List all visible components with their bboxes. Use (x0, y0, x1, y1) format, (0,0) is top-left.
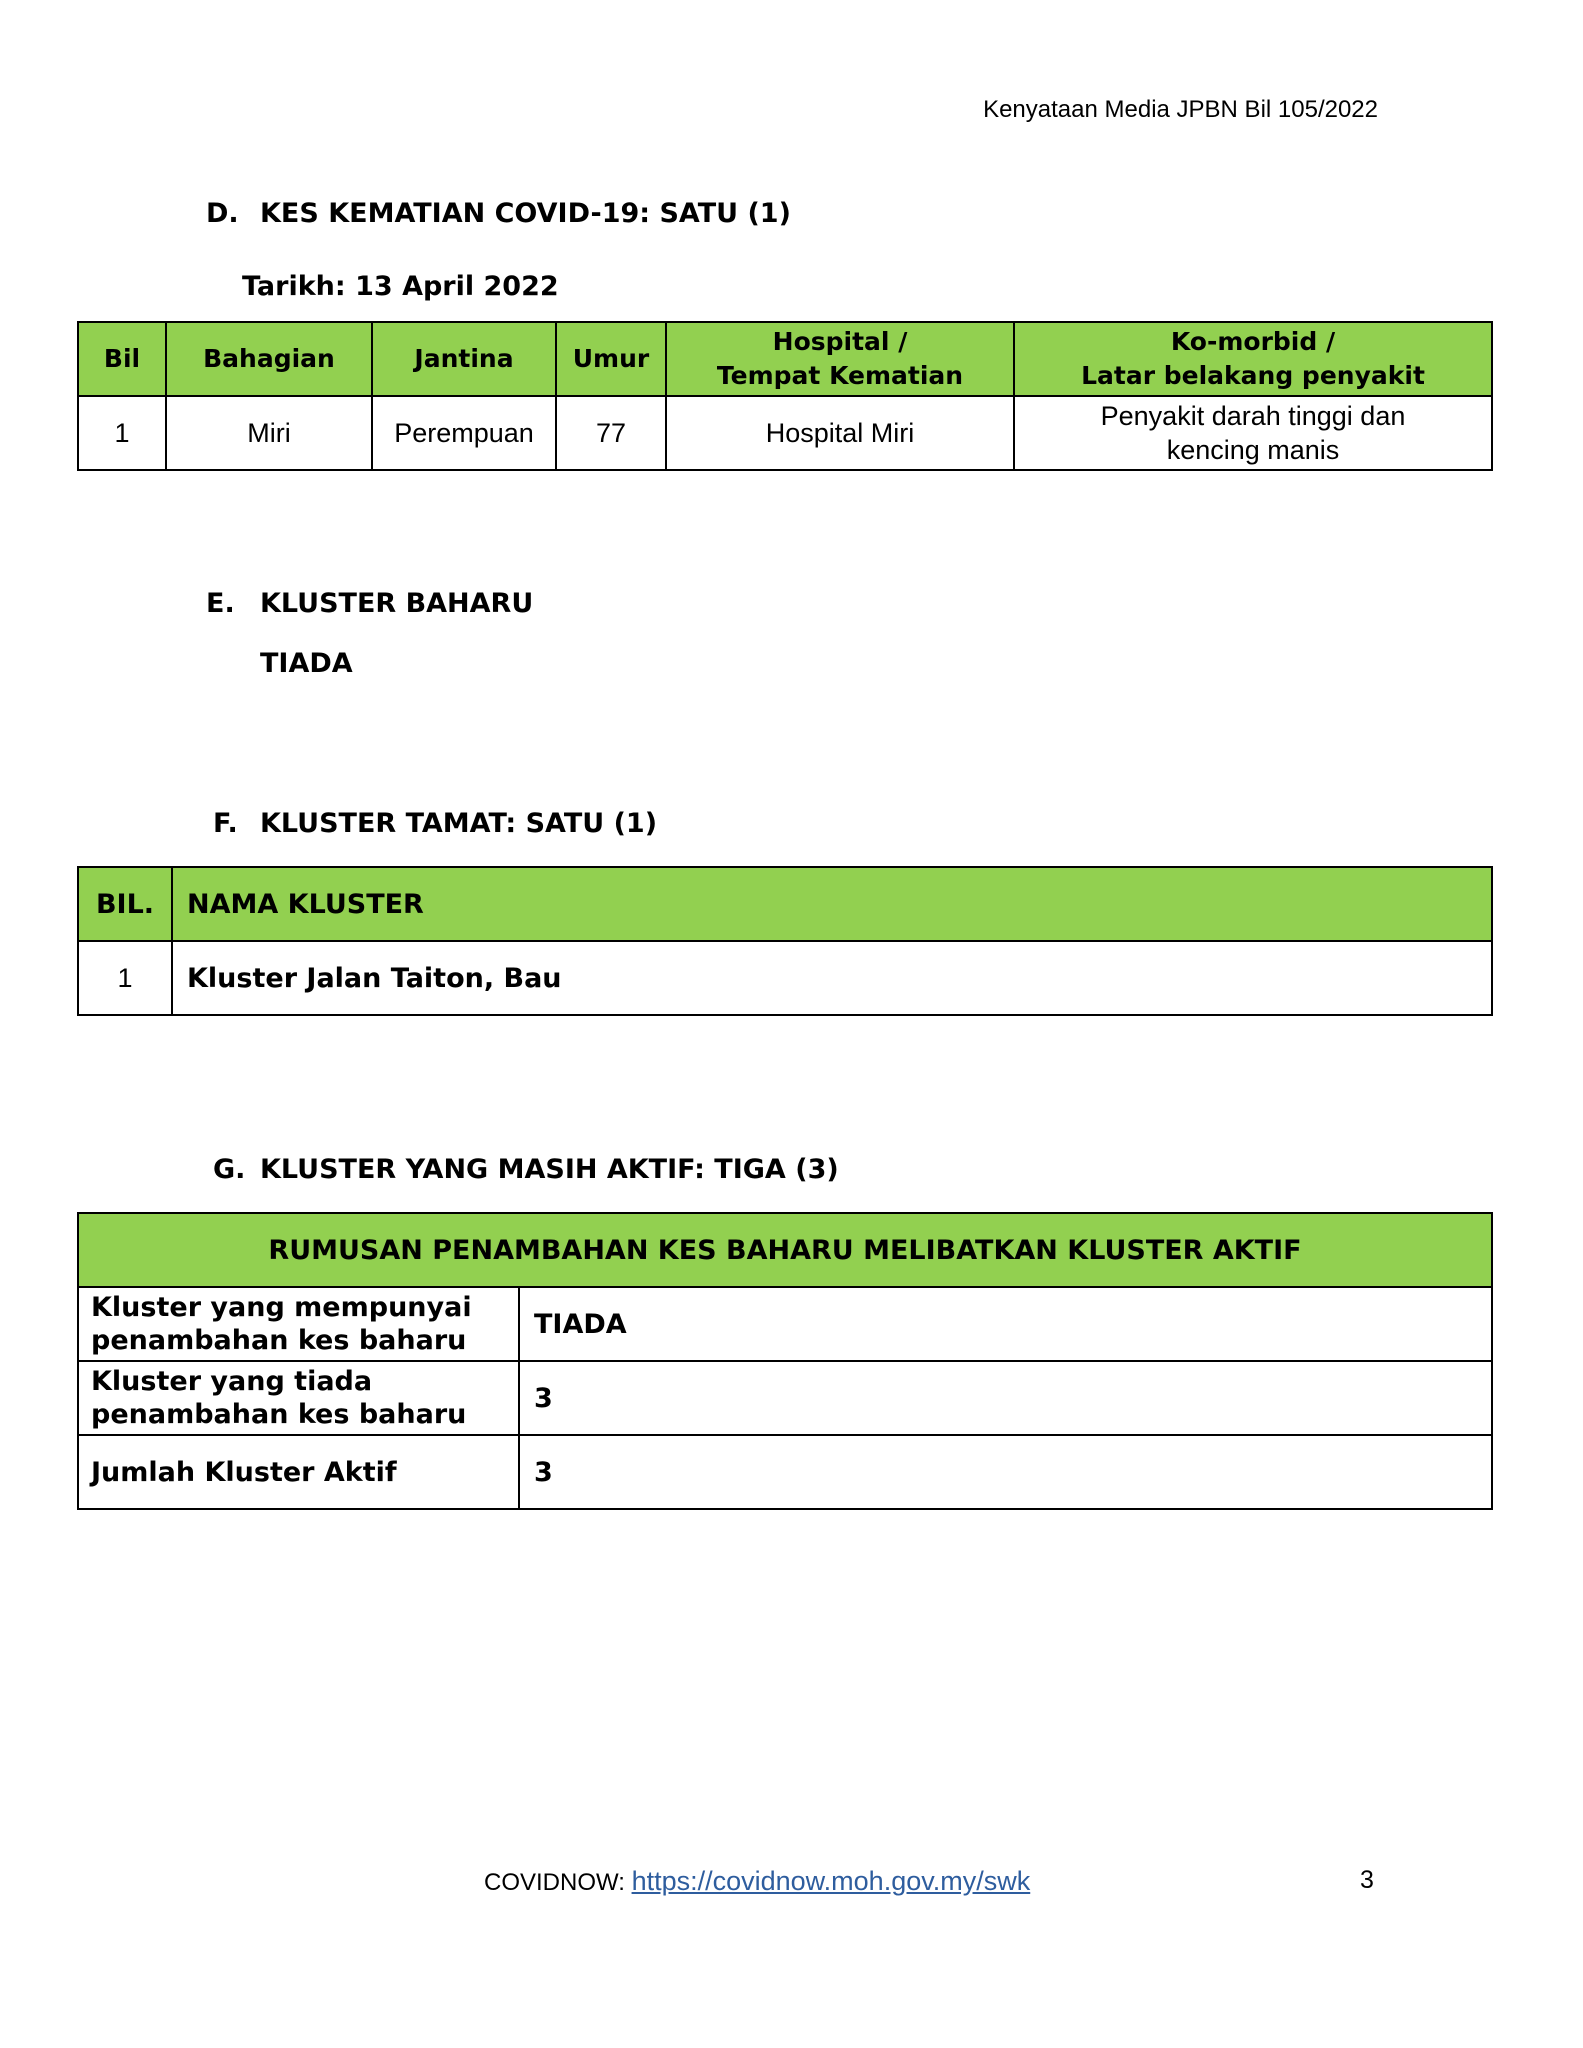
row-label (78, 1287, 519, 1361)
col-jantina: Jantina (372, 322, 556, 396)
cell-komorbid (1014, 396, 1492, 470)
ended-table-header-row (78, 867, 1492, 941)
col-tempat-line1: Hospital / (772, 327, 908, 356)
col-bil: BIL. (78, 867, 172, 941)
cell-komorbid-line1: Penyakit darah tinggi dan (1100, 401, 1406, 431)
table-row (78, 941, 1492, 1015)
row-value: 3 (519, 1435, 1492, 1509)
col-tempat-line2: Tempat Kematian (716, 361, 964, 390)
section-f-letter: F. (213, 808, 238, 839)
section-d-date: Tarikh: 13 April 2022 (242, 271, 559, 302)
section-d-heading: KES KEMATIAN COVID-19: SATU (1) (260, 198, 791, 229)
section-e-letter: E. (206, 588, 235, 619)
col-umur: Umur (556, 322, 666, 396)
summary-table-title: RUMUSAN PENAMBAHAN KES BAHARU MELIBATKAN KLUSTER AKTIF (78, 1213, 1492, 1287)
col-komorbid-line2: Latar belakang penyakit (1081, 361, 1425, 390)
active-clusters-summary-table (77, 1212, 1493, 1510)
section-g-title (213, 1154, 839, 1185)
cell-umur: 77 (556, 396, 666, 470)
table-row (78, 1287, 1492, 1361)
section-d-letter: D. (206, 198, 239, 229)
section-f-heading: KLUSTER TAMAT: SATU (1) (260, 808, 658, 839)
summary-header-row (78, 1213, 1492, 1287)
section-e-value: TIADA (260, 648, 353, 679)
section-f-title (213, 808, 657, 839)
ended-clusters-table (77, 866, 1493, 1016)
col-bahagian: Bahagian (166, 322, 372, 396)
page-number: 3 (1360, 1866, 1374, 1894)
row-label-line1: Kluster yang mempunyai (91, 1292, 472, 1323)
row-value: TIADA (519, 1287, 1492, 1361)
document-reference: Kenyataan Media JPBN Bil 105/2022 (983, 96, 1378, 123)
footer-prefix: COVIDNOW: (484, 1869, 632, 1896)
footer (484, 1866, 1030, 1897)
covidnow-link[interactable]: https://covidnow.moh.gov.my/swk (631, 1866, 1031, 1896)
cell-jantina: Perempuan (372, 396, 556, 470)
cell-bahagian: Miri (166, 396, 372, 470)
table-row (78, 396, 1492, 470)
col-komorbid (1014, 322, 1492, 396)
row-label-line2: penambahan kes baharu (91, 1399, 467, 1430)
cell-komorbid-line2: kencing manis (1166, 435, 1340, 465)
row-label (78, 1435, 519, 1509)
col-komorbid-line1: Ko-morbid / (1170, 327, 1336, 356)
table-row (78, 1361, 1492, 1435)
cell-bil: 1 (78, 396, 166, 470)
col-bil: Bil (78, 322, 166, 396)
row-label-line2: penambahan kes baharu (91, 1325, 467, 1356)
cell-nama-kluster: Kluster Jalan Taiton, Bau (172, 941, 1492, 1015)
death-cases-table (77, 321, 1493, 471)
col-tempat-kematian (666, 322, 1014, 396)
row-label (78, 1361, 519, 1435)
table-row (78, 1435, 1492, 1509)
cell-tempat: Hospital Miri (666, 396, 1014, 470)
section-g-heading: KLUSTER YANG MASIH AKTIF: TIGA (3) (260, 1154, 839, 1185)
death-table-header-row (78, 322, 1492, 396)
section-d-title (206, 198, 791, 229)
cell-bil: 1 (78, 941, 172, 1015)
row-value: 3 (519, 1361, 1492, 1435)
row-label-line1: Kluster yang tiada (91, 1366, 373, 1397)
section-e-heading: KLUSTER BAHARU (260, 588, 534, 619)
section-g-letter: G. (213, 1154, 246, 1185)
row-label-line1: Jumlah Kluster Aktif (91, 1456, 397, 1488)
col-nama-kluster: NAMA KLUSTER (172, 867, 1492, 941)
section-e-title (206, 588, 533, 619)
